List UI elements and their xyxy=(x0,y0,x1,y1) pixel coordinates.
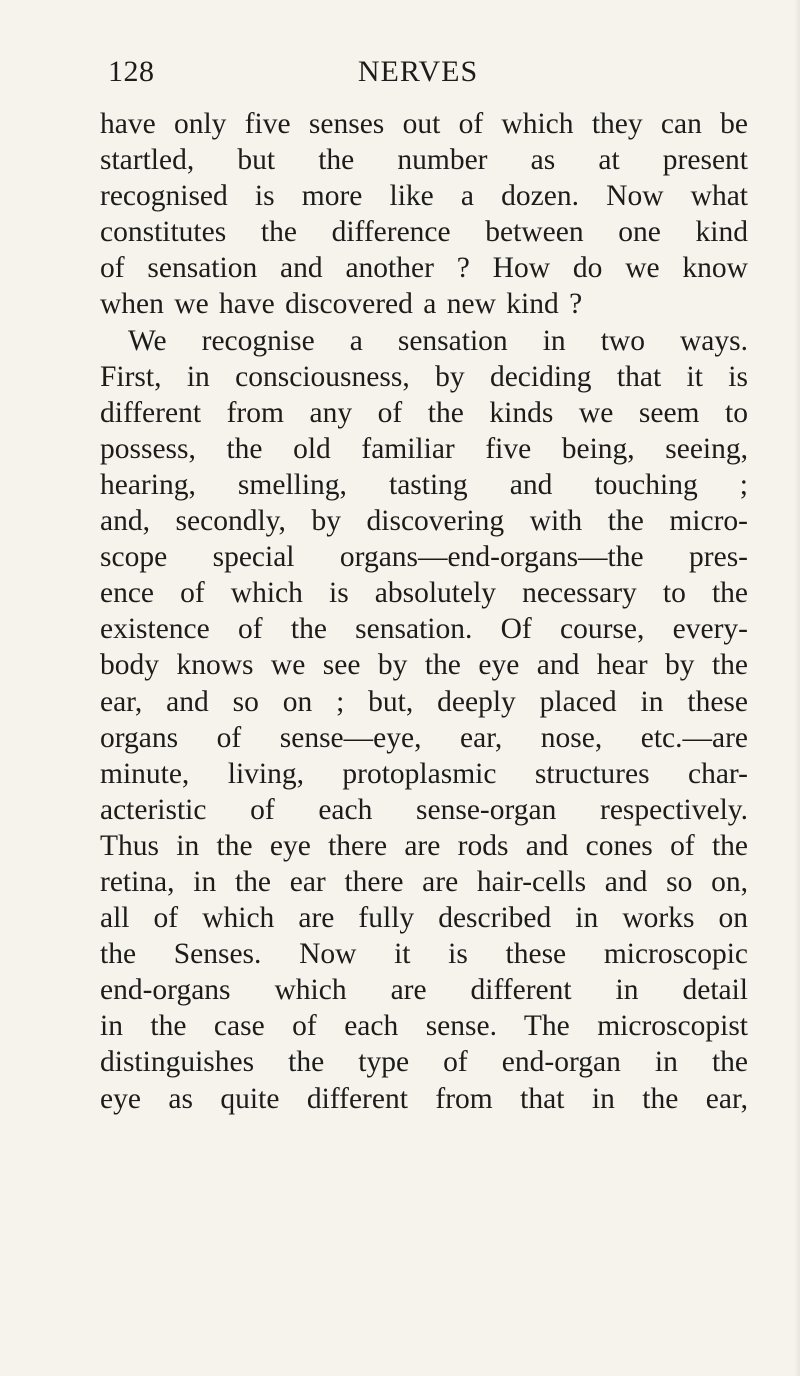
text-line: acteristic of each sense-organ respectively. xyxy=(100,793,748,826)
text-line: hearing, smelling, tasting and touching ; xyxy=(100,468,748,501)
text-line: end-organs which are different in detail xyxy=(100,974,748,1007)
page-edge-shadow xyxy=(794,0,800,1376)
text-line: ear, and so on ; but, deeply placed in these xyxy=(100,685,748,718)
text-line: Thus in the eye there are rods and cones of the xyxy=(100,829,748,862)
text-line: startled, but the number as at present xyxy=(100,144,748,177)
body-text xyxy=(100,106,748,1117)
text-line: of sensation and another ? How do we know xyxy=(100,252,748,285)
text-line: ence of which is absolutely necessary to the xyxy=(100,577,748,610)
text-line: have only five senses out of which they can be xyxy=(100,108,748,140)
text-line: organs of sense—eye, ear, nose, etc.—are xyxy=(100,721,748,754)
text-line: different from any of the kinds we seem to xyxy=(100,396,748,429)
text-line: the Senses. Now it is these microscopic xyxy=(100,938,748,971)
text-line: in the case of each sense. The microscopist xyxy=(100,1010,748,1043)
text-line: and, secondly, by discovering with the micro- xyxy=(100,505,748,538)
text-line: First, in consciousness, by deciding that it is xyxy=(100,360,748,393)
text-line: retina, in the ear there are hair-cells and so on, xyxy=(100,865,748,898)
text-line: body knows we see by the eye and hear by the xyxy=(100,649,748,682)
text-line: when we have discovered a new kind ? xyxy=(100,288,583,321)
text-line: minute, living, protoplasmic structures char- xyxy=(100,757,748,790)
text-line: all of which are fully described in works on xyxy=(100,902,748,935)
text-line: eye as quite different from that in the ear, xyxy=(100,1082,748,1115)
page-number: 128 xyxy=(108,55,155,88)
running-head: NERVES xyxy=(357,55,479,88)
text-line: existence of the sensation. Of course, every- xyxy=(100,613,748,646)
text-line: We recognise a sensation in two ways. xyxy=(128,324,748,357)
text-line: scope special organs—end-organs—the pres- xyxy=(100,541,748,574)
text-line: recognised is more like a dozen. Now what xyxy=(100,180,748,213)
page-header xyxy=(108,55,728,95)
text-line: distinguishes the type of end-organ in the xyxy=(100,1046,748,1079)
text-line: constitutes the difference between one kind xyxy=(100,216,748,249)
text-line: possess, the old familiar five being, seeing, xyxy=(100,432,748,465)
